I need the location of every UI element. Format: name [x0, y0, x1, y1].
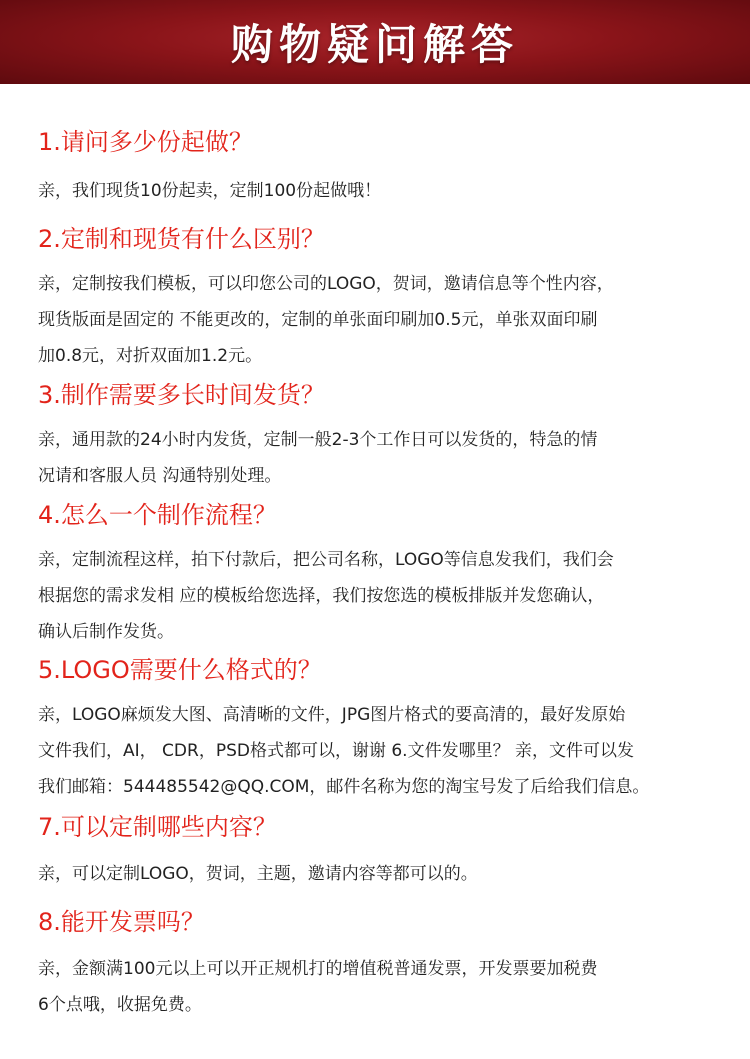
answer-line: 亲，定制流程这样，拍下付款后，把公司名称，LOGO等信息发我们，我们会 [38, 550, 614, 570]
faq-item-3 [38, 380, 728, 494]
page-title: 购物疑问解答 [230, 20, 519, 69]
page-header [0, 0, 750, 84]
faq-answer [38, 173, 728, 209]
answer-line: 况请和客服人员 沟通特别处理。 [38, 466, 282, 486]
faq-item-8 [38, 907, 728, 1023]
faq-item-7 [38, 812, 728, 892]
answer-line: 亲，LOGO麻烦发大图、高清晰的文件，JPG图片格式的要高清的，最好发原始 [38, 705, 626, 725]
faq-item-2 [38, 224, 728, 374]
faq-item-1 [38, 127, 728, 209]
faq-question: 4.怎么一个制作流程？ [38, 501, 277, 529]
answer-line: 根据您的需求发相 应的模板给您选择，我们按您选的模板排版并发您确认， [38, 586, 605, 606]
faq-item-5 [38, 655, 728, 805]
faq-answer [38, 697, 728, 805]
faq-question: 2.定制和现货有什么区别？ [38, 225, 325, 253]
faq-answer [38, 542, 728, 650]
answer-line: 我们邮箱：544485542@QQ.COM，邮件名称为您的淘宝号发了后给我们信息。 [38, 777, 650, 797]
faq-answer [38, 266, 728, 374]
answer-line: 亲，金额满100元以上可以开正规机打的增值税普通发票，开发票要加税费 [38, 959, 598, 979]
faq-item-4 [38, 500, 728, 650]
faq-answer [38, 856, 728, 892]
answer-line: 亲，通用款的24小时内发货，定制一般2-3个工作日可以发货的，特急的情 [38, 430, 598, 450]
answer-line: 文件我们，AI， CDR，PSD格式都可以，谢谢 6.文件发哪里？ 亲，文件可以发 [38, 741, 634, 761]
answer-line: 亲，定制按我们模板，可以印您公司的LOGO，贺词，邀请信息等个性内容， [38, 274, 614, 294]
faq-answer [38, 422, 728, 494]
answer-line: 现货版面是固定的 不能更改的，定制的单张面印刷加0.5元，单张双面印刷 [38, 310, 598, 330]
answer-line: 加0.8元，对折双面加1.2元。 [38, 346, 263, 366]
faq-question: 5.LOGO需要什么格式的？ [38, 656, 322, 684]
faq-question: 3.制作需要多长时间发货？ [38, 381, 325, 409]
faq-question: 1.请问多少份起做？ [38, 128, 253, 156]
answer-line: 亲，我们现货10份起卖，定制100份起做哦！ [38, 181, 382, 201]
faq-answer [38, 951, 728, 1023]
answer-line: 6个点哦，收据免费。 [38, 995, 202, 1015]
answer-line: 确认后制作发货。 [38, 622, 174, 642]
faq-question: 7.可以定制哪些内容？ [38, 813, 277, 841]
faq-question: 8.能开发票吗？ [38, 908, 205, 936]
answer-line: 亲，可以定制LOGO，贺词，主题，邀请内容等都可以的。 [38, 864, 478, 884]
